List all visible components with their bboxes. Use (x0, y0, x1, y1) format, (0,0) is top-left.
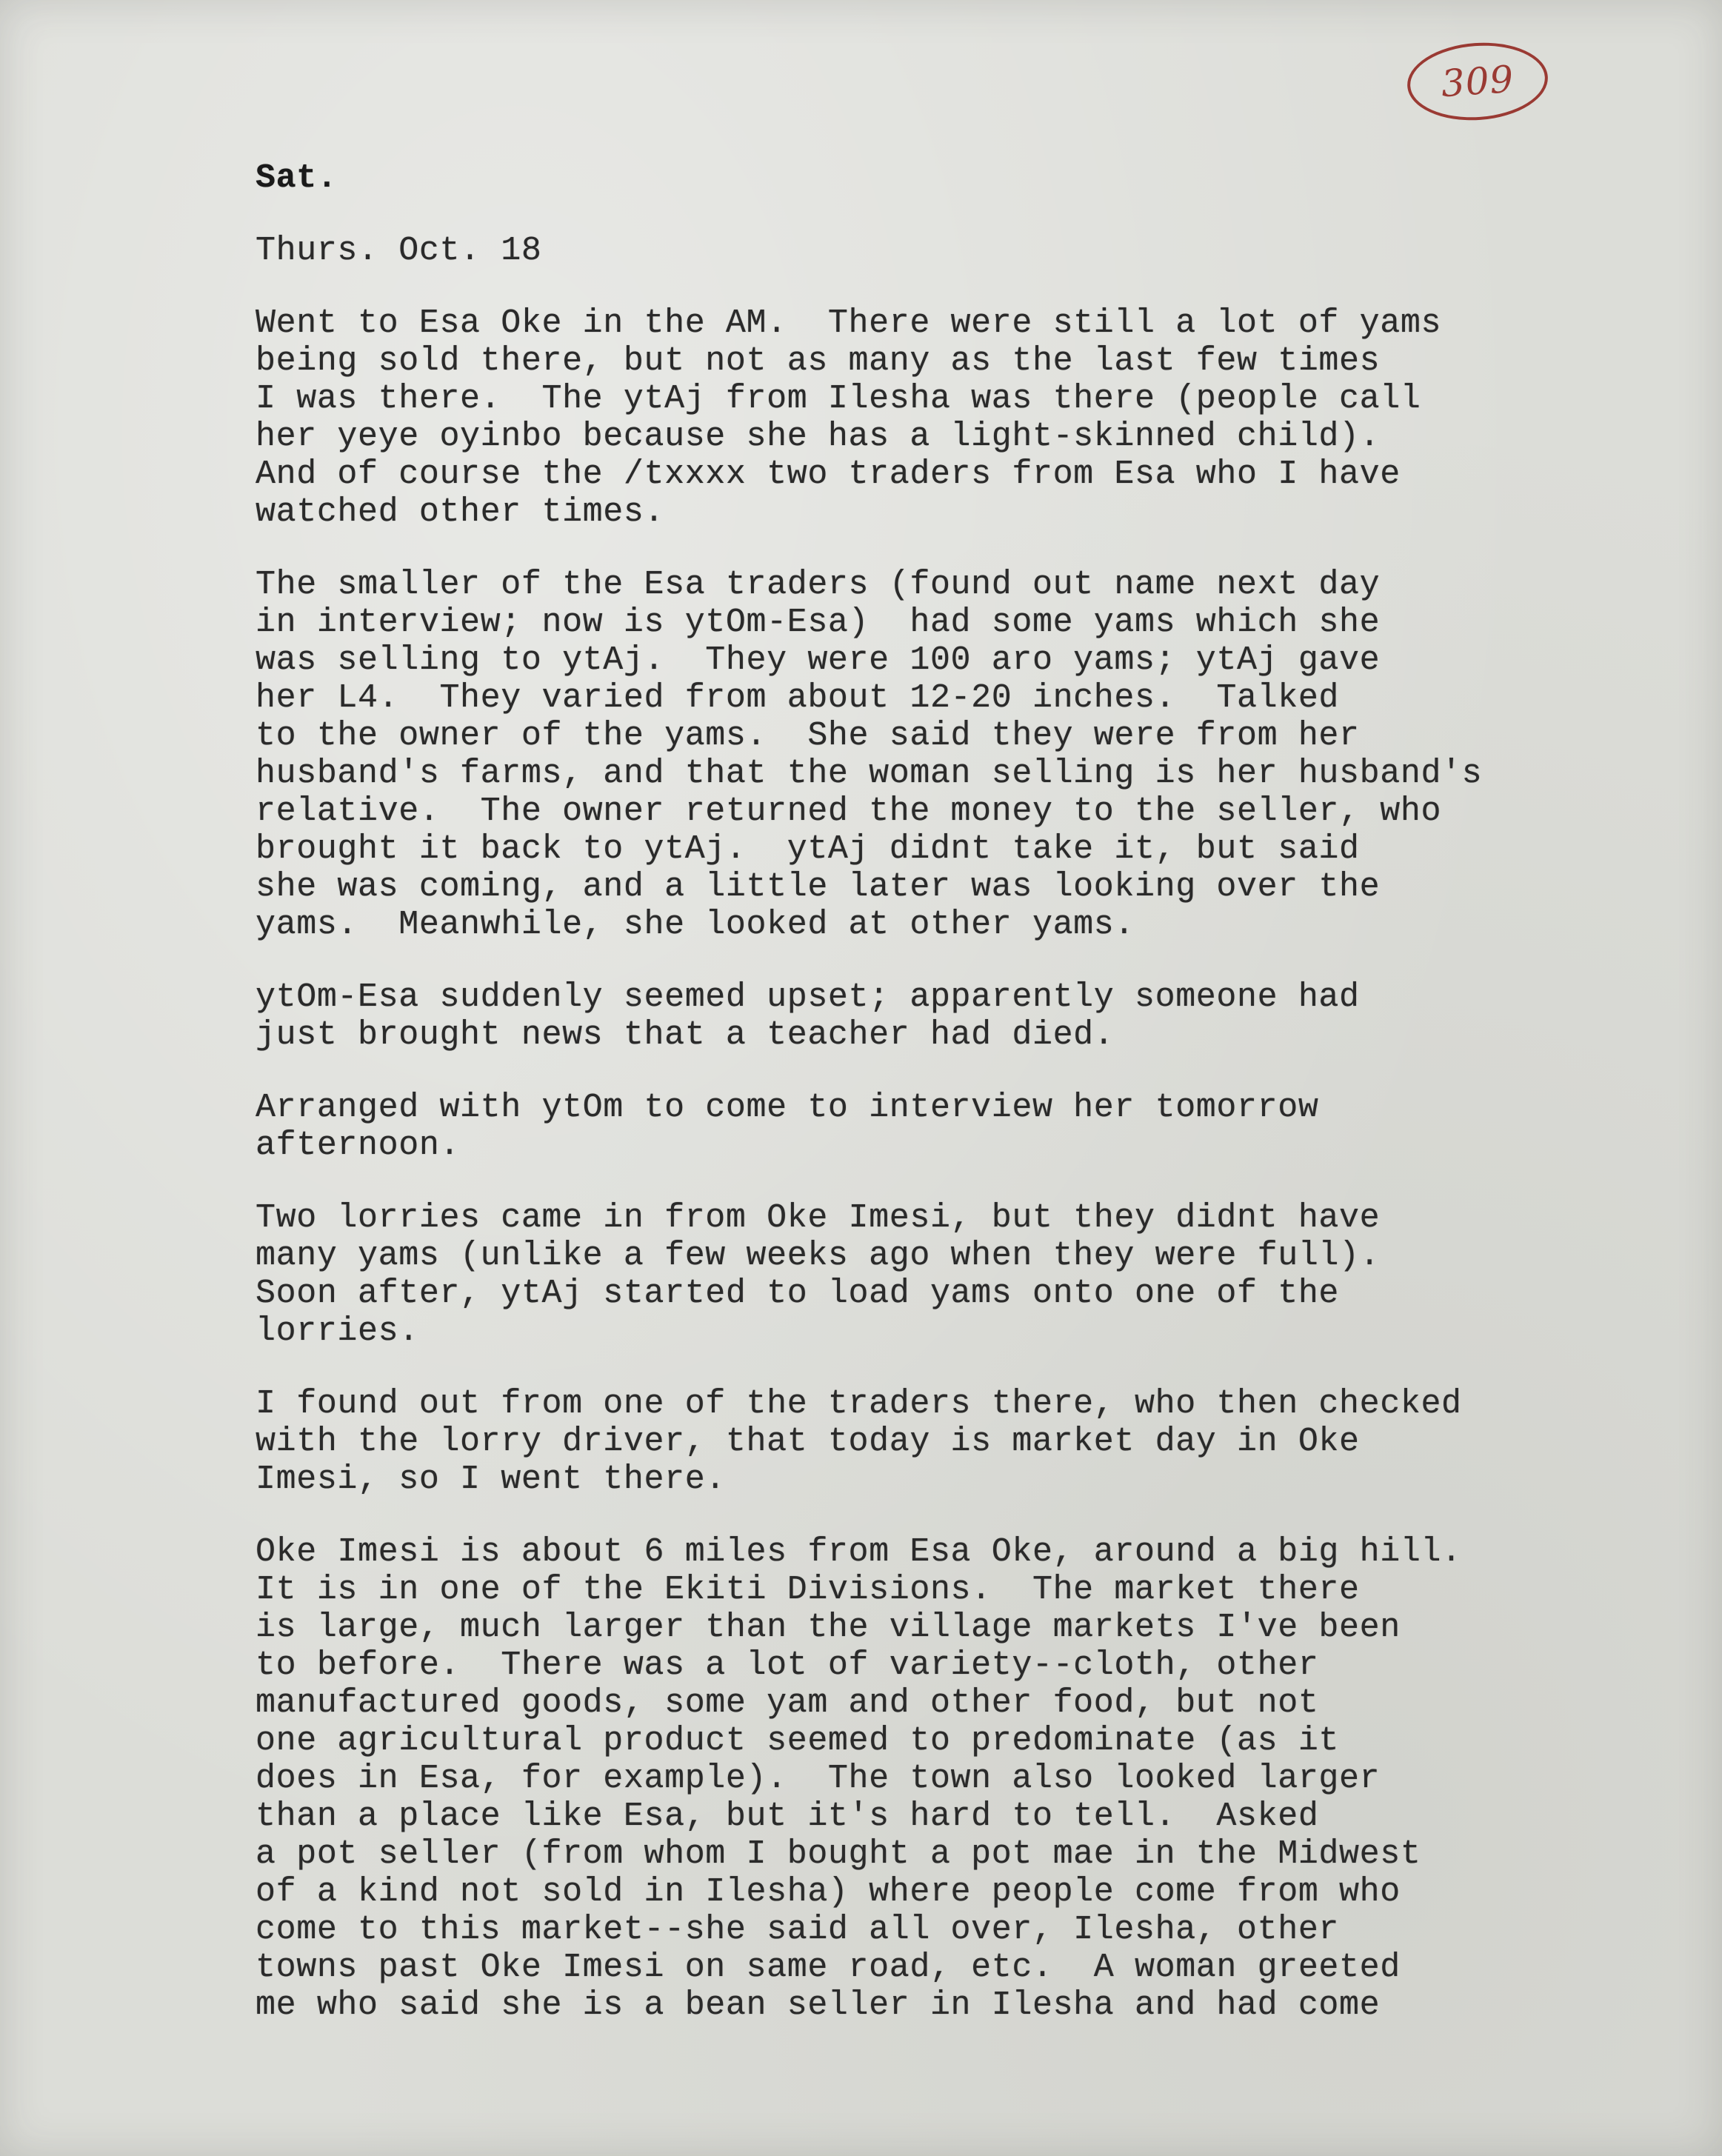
text-line: I was there. The ytAj from Ilesha was there (people call (256, 380, 1421, 418)
text-line: does in Esa, for example). The town also looked larger (256, 1760, 1381, 1798)
text-line: to before. There was a lot of variety--cloth, other (256, 1646, 1319, 1684)
text-line: Went to Esa Oke in the AM. There were still a lot of yams (256, 304, 1442, 342)
text-line: The smaller of the Esa traders (found out name next day (256, 566, 1381, 604)
page-number: 309 (1439, 57, 1516, 106)
text-line: watched other times. (256, 493, 665, 531)
paragraph (256, 978, 1663, 1054)
text-line: her L4. They varied from about 12-20 inches. Talked (256, 679, 1340, 717)
text-line: many yams (unlike a few weeks ago when they were full). (256, 1237, 1381, 1275)
text-line: come to this market--she said all over, Ilesha, other (256, 1911, 1340, 1949)
paragraph (256, 1533, 1663, 2024)
text-line: her yeye oyinbo because she has a light-skinned child). (256, 418, 1381, 455)
text-line: just brought news that a teacher had died. (256, 1016, 1115, 1054)
heading: Sat. (256, 159, 338, 197)
paragraph (256, 1089, 1663, 1164)
text-line: than a place like Esa, but it's hard to tell. Asked (256, 1798, 1319, 1835)
text-line: relative. The owner returned the money to the seller, who (256, 792, 1442, 830)
text-line: I found out from one of the traders there, who then checked (256, 1385, 1462, 1423)
text-line: of a kind not sold in Ilesha) where people come from who (256, 1873, 1401, 1911)
text-line: in interview; now is ytOm-Esa) had some yams which she (256, 604, 1381, 641)
text-line: ytOm-Esa suddenly seemed upset; apparently someone had (256, 978, 1360, 1016)
text-line: husband's farms, and that the woman selling is her husband's (256, 755, 1483, 792)
entry-date: Thurs. Oct. 18 (256, 232, 542, 270)
text-line: yams. Meanwhile, she looked at other yams. (256, 906, 1135, 944)
paragraph (256, 566, 1663, 944)
text-line: me who said she is a bean seller in Ilesha and had come (256, 1986, 1381, 2024)
text-line: manufactured goods, some yam and other food, but not (256, 1684, 1319, 1722)
text-line: is large, much larger than the village markets I've been (256, 1609, 1401, 1646)
paragraph (256, 1385, 1663, 1498)
text-line: And of course the /txxxx two traders from Esa who I have (256, 455, 1401, 493)
text-line: brought it back to ytAj. ytAj didnt take it, but said (256, 830, 1360, 868)
page-number-stamp (1405, 38, 1551, 124)
text-line: Oke Imesi is about 6 miles from Esa Oke, around a big hill. (256, 1533, 1462, 1571)
paragraphs (256, 304, 1663, 2024)
text-line: Soon after, ytAj started to load yams onto one of the (256, 1275, 1340, 1312)
text-line: she was coming, and a little later was looking over the (256, 868, 1381, 906)
text-line: towns past Oke Imesi on same road, etc. A woman greeted (256, 1949, 1401, 1986)
typed-text-body (256, 159, 1663, 2024)
text-line: Two lorries came in from Oke Imesi, but they didnt have (256, 1199, 1381, 1237)
paragraph (256, 1199, 1663, 1350)
text-line: afternoon. (256, 1127, 461, 1164)
text-line: It is in one of the Ekiti Divisions. The market there (256, 1571, 1360, 1609)
text-line: being sold there, but not as many as the last few times (256, 342, 1381, 380)
text-line: was selling to ytAj. They were 100 aro yams; ytAj gave (256, 641, 1381, 679)
text-line: Imesi, so I went there. (256, 1461, 726, 1498)
text-line: to the owner of the yams. She said they were from her (256, 717, 1360, 755)
text-line: Arranged with ytOm to come to interview her tomorrow (256, 1089, 1319, 1127)
text-line: lorries. (256, 1312, 419, 1350)
text-line: a pot seller (from whom I bought a pot mae in the Midwest (256, 1835, 1421, 1873)
text-line: one agricultural product seemed to predominate (as it (256, 1722, 1340, 1760)
paragraph (256, 304, 1663, 531)
text-line: with the lorry driver, that today is market day in Oke (256, 1423, 1360, 1461)
